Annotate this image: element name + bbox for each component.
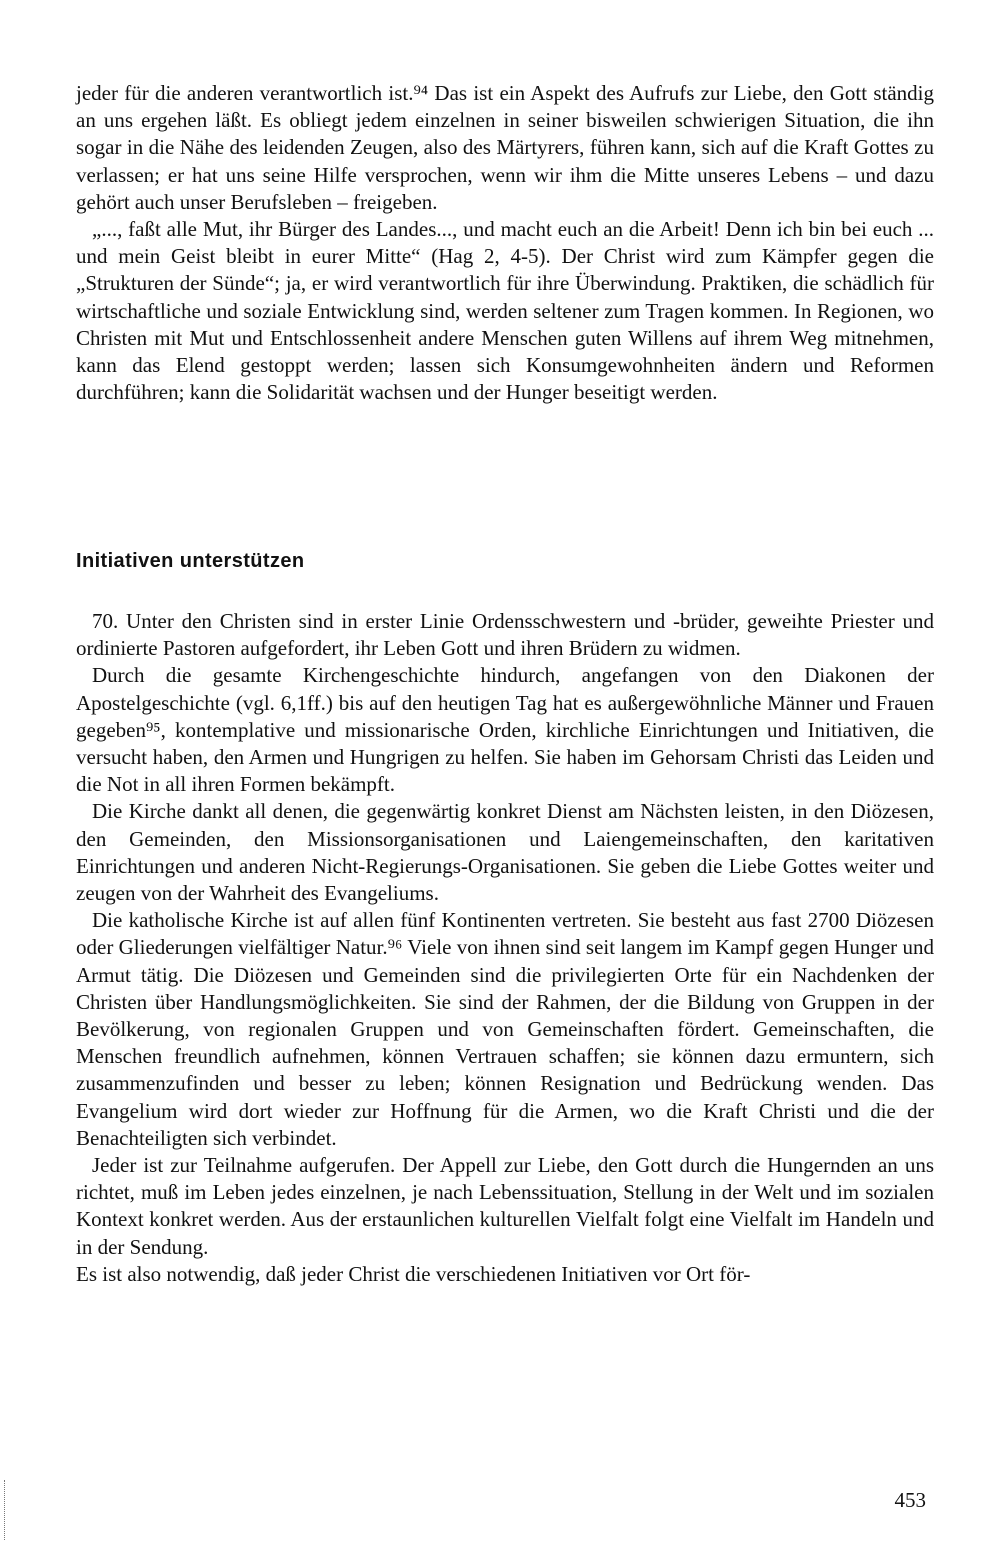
paragraph-70: 70. Unter den Christen sind in erster Linie Ordensschwestern und -brüder, geweihte Priester und ordinierte Pastoren aufgefordert, ihr Leben Gott und ihren Brüdern zu widmen.: [76, 609, 934, 661]
paragraph-church-thanks: Die Kirche dankt all denen, die gegenwärtig konkret Dienst am Nächsten leisten, in den Diözesen, den Gemeinden, den Missionsorganisationen und Laiengemeinschaften, den karitativen Einrichtungen und anderen Nicht-Regierungs-Organisationen. Sie geben die Liebe Gottes weiter und zeugen von der Wahrheit des Evangeliums.: [76, 799, 934, 906]
paragraph-catholic-church: Die katholische Kirche ist auf allen fünf Kontinenten vertreten. Sie besteht aus fast 2700 Diözesen oder Gliederungen vielfältiger Natur.⁹⁶ Viele von ihnen sind seit langem im Kampf gegen Hunger und Armut tätig. Die Diözesen und Gemeinden sind die privilegierten Orte für ein Nachdenken der Christen über Handlungsmöglichkeiten. Sie sind der Rahmen, der die Bildung von Gruppen in der Bevölkerung, von regionalen Gruppen und von Gemeinschaften fördert. Gemeinschaften, die Menschen freundlich aufnehmen, können Vertrauen schaffen; sie können dazu ermuntern, sich zusammenzufinden und besser zu leben; können Resignation und Bedrückung wenden. Das Evangelium wird dort wieder zur Hoffnung für die Armen, wo die Kraft Christi und die der Benachteiligten sich verbindet.: [76, 908, 934, 1150]
paragraph-participation: Jeder ist zur Teilnahme aufgerufen. Der Appell zur Liebe, den Gott durch die Hungernden an uns richtet, muß im Leben jedes einzelnen, je nach Lebenssituation, Stellung in der Welt und im sozialen Kontext konkret werden. Aus der erstaunlichen kulturellen Vielfalt folgt eine Vielfalt im Handeln und in der Sendung.: [76, 1153, 934, 1259]
paragraph-continuation: jeder für die anderen verantwortlich ist.⁹⁴ Das ist ein Aspekt des Aufrufs zur Liebe, den Gott ständig an uns ergehen läßt. Es obliegt jedem einzelnen in seiner bisweilen schwierigen Situation, die ihn sogar in die Nähe des leidenden Zeugen, also des Märtyrers, führen kann, sich auf die Kraft Gottes zu verlassen; er hat uns seine Hilfe versprochen, wenn wir ihm die Mitte unseres Lebens – und dazu gehört auch unser Berufsleben – freigeben.: [76, 81, 934, 214]
paragraph-haggai-quote: „..., faßt alle Mut, ihr Bürger des Landes..., und macht euch an die Arbeit! Denn ich bin bei euch ... und mein Geist bleibt in eurer Mitte“ (Hag 2, 4-5). Der Christ wird zum Kämpfer gegen die „Strukturen der Sünde“; ja, er wird verantwortlich für ihre Überwindung. Praktiken, die schädlich für wirtschaftliche und soziale Entwicklung sind, werden seltener zum Tragen kommen. In Regionen, wo Christen mit Mut und Entschlossenheit andere Menschen guten Willens auf ihrem Weg mitnehmen, kann das Elend gestoppt werden; lassen sich Konsumgewohnheiten ändern und Reformen durchführen; kann die Solidarität wachsen und der Hunger beseitigt werden.: [76, 217, 934, 405]
top-text-block: [76, 80, 934, 406]
paragraph-church-history: Durch die gesamte Kirchengeschichte hindurch, angefangen von den Diakonen der Apostelgeschichte (vgl. 6,1ff.) bis auf den heutigen Tag hat es außergewöhnliche Männer und Frauen gegeben⁹⁵, kontemplative und missionarische Orden, kirchliche Einrichtungen und Initiativen, die versucht haben, den Armen und Hungrigen zu helfen. Sie haben im Gehorsam Christi das Leiden und die Not in all ihren Formen bekämpft.: [76, 663, 934, 797]
section-heading: Initiativen unterstützen: [76, 550, 305, 572]
page-number: 453: [894, 1488, 926, 1512]
paragraph-necessity: Es ist also notwendig, daß jeder Christ die verschiedenen Initiativen vor Ort för-: [76, 1261, 751, 1286]
main-text-block: [76, 608, 934, 1288]
scan-margin-mark: [4, 1480, 7, 1540]
